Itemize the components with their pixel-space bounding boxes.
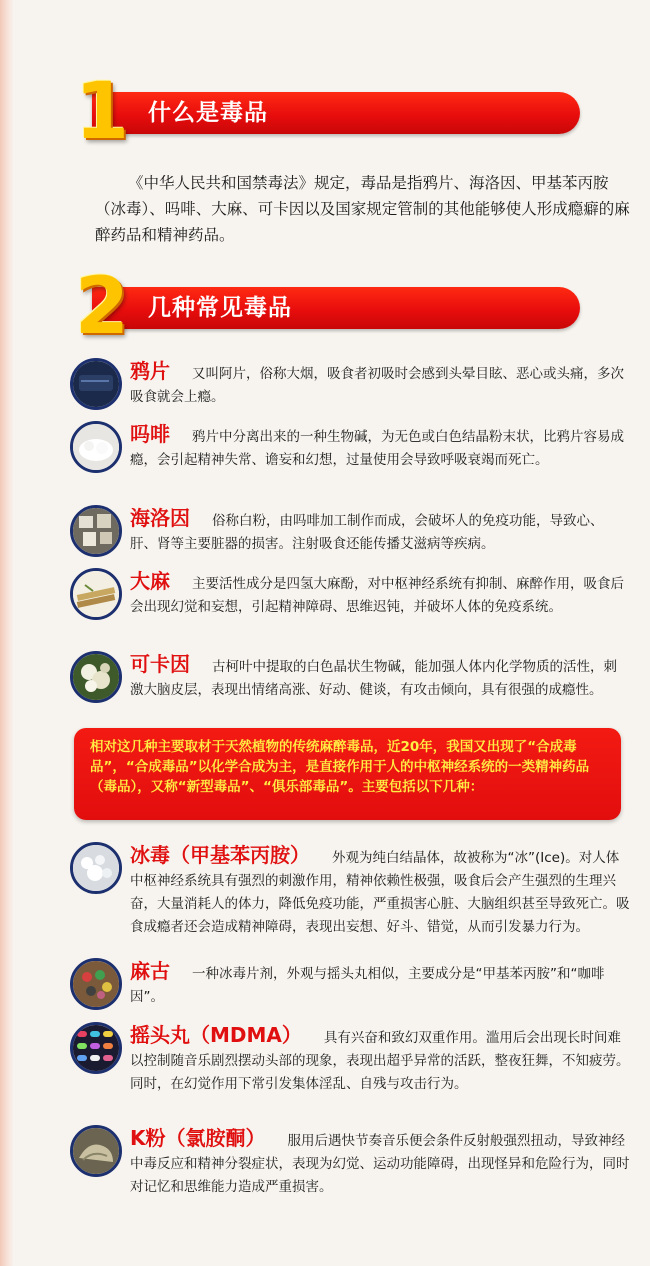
- drug-name: 大麻: [130, 569, 170, 593]
- intro-paragraph: 《中华人民共和国禁毒法》规定，毒品是指鸦片、海洛因、甲基苯丙胺（冰毒）、吗啡、大麻、可卡因以及国家规定管制的其他能够使人形成瘾癖的麻醉药品和精神药品。: [95, 174, 630, 244]
- drug-text: 俗称白粉，由吗啡加工制作而成，会破坏人的免疫功能，导致心、肝、肾等主要脏器的损害。注射吸食还能传播艾滋病等疾病。: [130, 513, 604, 552]
- drug-description: [130, 1127, 630, 1199]
- drug-name: 鸦片: [130, 359, 170, 383]
- notice-text: 相对这几种主要取材于天然植物的传统麻醉毒品，近20年，我国又出现了“合成毒品”，“合成毒品”以化学合成为主，是直接作用于人的中枢神经系统的一类精神药品（毒品），又称“新型毒品”、“俱乐部毒品”。主要包括以下几种：: [90, 739, 590, 795]
- synthetic-drug-notice: [74, 728, 621, 820]
- drug-description: [130, 960, 630, 1009]
- section-header-2: [72, 262, 580, 352]
- drug-description: [130, 507, 630, 556]
- drug-text: 鸦片中分离出来的一种生物碱，为无色或白色结晶粉末状，比鸦片容易成瘾，会引起精神失常、谵妄和幻想，过量使用会导致呼吸衰竭而死亡。: [130, 429, 624, 468]
- opium-icon: [70, 358, 122, 410]
- drug-description: [130, 1024, 630, 1096]
- drug-text: 又叫阿片，俗称大烟，吸食者初吸时会感到头晕目眩、恶心或头痛，多次吸食就会上瘾。: [130, 366, 624, 405]
- drug-description: [130, 360, 630, 409]
- magu-icon: [70, 958, 122, 1010]
- drug-text: 主要活性成分是四氢大麻酚，对中枢神经系统有抑制、麻醉作用，吸食后会出现幻觉和妄想，引起精神障碍、思维迟钝，并破坏人体的免疫系统。: [130, 576, 624, 615]
- drug-description: [130, 653, 630, 702]
- drug-name: 海洛因: [130, 506, 190, 530]
- section-number: 2: [74, 262, 130, 352]
- morphine-icon: [70, 421, 122, 473]
- drug-name: 可卡因: [130, 652, 190, 676]
- section-header-1: [72, 67, 580, 157]
- section-title: 几种常见毒品: [148, 295, 292, 321]
- drug-text: 一种冰毒片剂，外观与摇头丸相似，主要成分是“甲基苯丙胺”和“咖啡因”。: [130, 966, 605, 1005]
- drug-description: [130, 570, 630, 619]
- section-number: 1: [74, 67, 130, 157]
- drug-description: [130, 423, 630, 472]
- drug-description: [130, 844, 630, 939]
- drug-text: 服用后遇快节奏音乐便会条件反射般强烈扭动，导致神经中毒反应和精神分裂症状，表现为幻觉、运动功能障碍，出现怪异和危险行为，同时对记忆和思维能力造成严重损害。: [130, 1133, 630, 1195]
- drug-text: 外观为纯白结晶体，故被称为“冰”(Ice)。对人体中枢神经系统具有强烈的刺激作用，精神依赖性极强，吸食后会产生强烈的生理兴奋，大量消耗人的体力，降低免疫功能，严重损害心脏、大脑组织甚至导致死亡。吸食成瘾者还会造成精神障碍，表现出妄想、好斗、错觉，从而引发暴力行为。: [130, 850, 630, 935]
- drug-name: 麻古: [130, 959, 170, 983]
- drug-text: 具有兴奋和致幻双重作用。滥用后会出现长时间难以控制随音乐剧烈摆动头部的现象，表现出超乎异常的活跃，整夜狂舞，不知疲劳。同时，在幻觉作用下常引发集体淫乱、自残与攻击行为。: [130, 1030, 630, 1092]
- drug-name: 吗啡: [130, 422, 170, 446]
- section-title: 什么是毒品: [148, 100, 268, 126]
- drug-name: 摇头丸（MDMA）: [130, 1023, 302, 1047]
- ketamine-icon: [70, 1125, 122, 1177]
- drug-name: K粉（氯胺酮）: [130, 1126, 266, 1150]
- drug-name: 冰毒（甲基苯丙胺）: [130, 843, 310, 867]
- cannabis-icon: [70, 568, 122, 620]
- drug-text: 古柯叶中提取的白色晶状生物碱，能加强人体内化学物质的活性，刺激大脑皮层，表现出情绪高涨、好动、健谈，有攻击倾向，具有很强的成瘾性。: [130, 659, 617, 698]
- ice-icon: [70, 842, 122, 894]
- ecstasy-icon: [70, 1022, 122, 1074]
- page-edge: [0, 0, 14, 1266]
- cocaine-icon: [70, 651, 122, 703]
- heroin-icon: [70, 505, 122, 557]
